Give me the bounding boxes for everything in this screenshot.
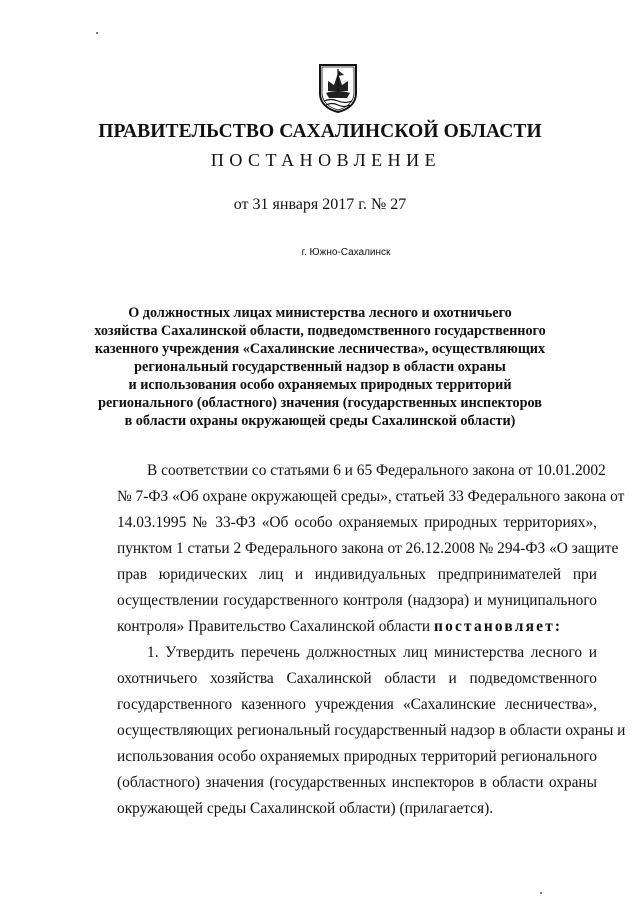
preamble-line: № 7-ФЗ «Об охране окружающей среды», статьей 33 Федерального закона от (117, 488, 625, 505)
document-date-number: от 31 января 2017 г. № 27 (233, 196, 407, 213)
preamble-line: пунктом 1 статьи 2 Федерального закона от 26.12.2008 № 294-ФЗ «О защите (117, 540, 619, 557)
preamble-last-text: контроля» Правительство Сахалинской области (117, 618, 431, 635)
scan-speck (96, 32, 98, 34)
item1-line: (областного) значения (государственных инспекторов в области охраны (117, 774, 597, 791)
document-type: ПОСТАНОВЛЕНИЕ (210, 150, 442, 170)
document-city: г. Южно-Сахалинск (301, 247, 391, 258)
preamble-line: В соответствии со статьями 6 и 65 Федерального закона от 10.01.2002 (147, 462, 606, 479)
document-body (117, 458, 626, 822)
item1-last-line: окружающей среды Сахалинской области) (прилагается). (117, 800, 494, 817)
item1-line: государственного казенного учреждения «Сахалинские лесничества», (117, 696, 597, 713)
item1-line: 1. Утвердить перечень должностных лиц министерства лесного и (147, 644, 597, 661)
scan-speck (540, 892, 542, 894)
subject-line: казенного учреждения «Сахалинские лесничества», осуществляющих (94, 341, 546, 357)
preamble-line: прав юридических лиц и индивидуальных предпринимателей при (117, 566, 597, 583)
preamble-line: 14.03.1995 № 33-ФЗ «Об особо охраняемых природных территориях», (117, 514, 597, 531)
coat-of-arms-icon (318, 63, 358, 113)
subject-line: и использования особо охраняемых природных территорий (128, 377, 512, 393)
subject-line: О должностных лицах министерства лесного и охотничьего (128, 305, 512, 321)
item1-line: использования особо охраняемых природных территорий регионального (117, 748, 597, 765)
subject-line: хозяйства Сахалинской области, подведомственного государственного (94, 323, 546, 339)
preamble-line: осуществлении государственного контроля (надзора) и муниципального (117, 592, 597, 609)
document-subject (0, 304, 640, 430)
item1-line: осуществляющих региональный государственный надзор в области охраны и (117, 722, 626, 739)
item1-line: охотничьего хозяйства Сахалинской области и подведомственного (117, 670, 597, 687)
subject-line: регионального (областного) значения (государственных инспекторов (98, 395, 542, 411)
subject-line: региональный государственный надзор в области охраны (134, 359, 506, 375)
decree-word: постановляет: (434, 618, 563, 635)
subject-line: в области охраны окружающей среды Сахалинской области) (124, 413, 516, 429)
preamble-last-line (117, 614, 597, 640)
government-title: ПРАВИТЕЛЬСТВО САХАЛИНСКОЙ ОБЛАСТИ (98, 121, 542, 142)
